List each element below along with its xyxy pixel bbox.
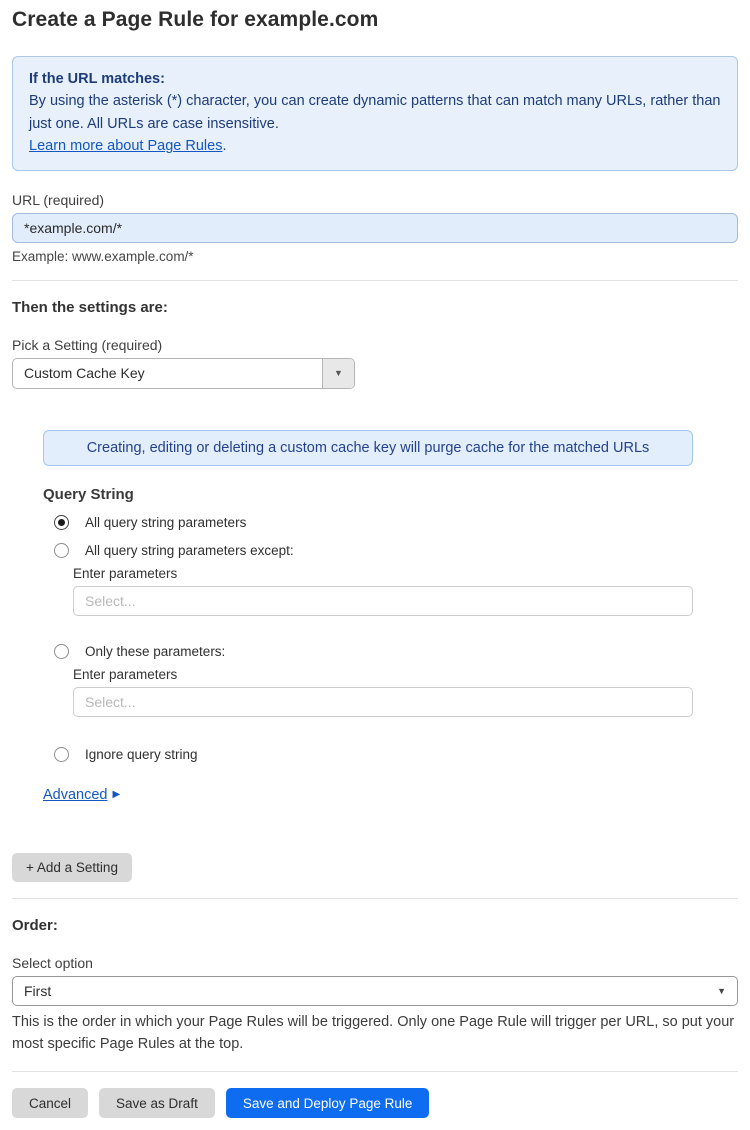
url-match-info-box — [12, 56, 738, 171]
setting-select[interactable] — [12, 358, 355, 389]
divider — [12, 280, 738, 281]
advanced-link[interactable] — [43, 787, 120, 803]
enter-parameters-label: Enter parameters — [73, 666, 178, 682]
setting-select-value: Custom Cache Key — [24, 365, 145, 382]
url-example-helper: Example: www.example.com/* — [12, 248, 194, 264]
radio-option-all-params[interactable] — [54, 513, 738, 533]
radio-unselected-icon[interactable] — [54, 747, 69, 762]
chevron-down-icon[interactable]: ▼ — [322, 359, 354, 388]
info-box-heading: If the URL matches: — [29, 71, 165, 87]
cancel-button[interactable]: Cancel — [12, 1088, 88, 1118]
chevron-down-icon: ▼ — [717, 985, 726, 996]
radio-unselected-icon[interactable] — [54, 644, 69, 659]
footer-actions — [12, 1088, 738, 1118]
url-label: URL (required) — [12, 191, 105, 208]
settings-section-heading: Then the settings are: — [12, 298, 168, 316]
info-box-body: By using the asterisk (*) character, you can create dynamic patterns that can match many URLs, rather than just one. All URLs are case insensitive. — [29, 93, 721, 132]
divider — [12, 898, 738, 899]
query-string-heading: Query String — [43, 485, 134, 503]
save-deploy-button[interactable]: Save and Deploy Page Rule — [226, 1088, 430, 1118]
radio-selected-icon[interactable] — [54, 515, 69, 530]
radio-option-label: Ignore query string — [85, 747, 198, 763]
radio-option-ignore-query-string[interactable] — [54, 745, 738, 765]
order-select-label: Select option — [12, 954, 93, 971]
page-title: Create a Page Rule for example.com — [12, 8, 379, 31]
url-input[interactable] — [12, 213, 738, 243]
only-parameters-input[interactable] — [73, 687, 693, 717]
order-select-value: First — [24, 982, 52, 999]
triangle-right-icon: ▶ — [112, 789, 121, 801]
link-period: . — [222, 138, 227, 155]
info-link-line — [29, 135, 721, 157]
radio-option-only-these-params[interactable] — [54, 642, 738, 662]
radio-unselected-icon[interactable] — [54, 543, 69, 558]
radio-option-label: All query string parameters — [85, 515, 247, 531]
divider — [12, 1071, 738, 1072]
add-setting-button[interactable]: + Add a Setting — [12, 853, 132, 882]
enter-parameters-label: Enter parameters — [73, 565, 178, 581]
advanced-link-label: Advanced — [43, 786, 108, 803]
pick-setting-label: Pick a Setting (required) — [12, 336, 163, 353]
learn-more-page-rules-link[interactable]: Learn more about Page Rules — [29, 138, 223, 155]
cache-key-purge-notice: Creating, editing or deleting a custom cache key will purge cache for the matched URLs — [43, 430, 693, 466]
save-draft-button[interactable]: Save as Draft — [99, 1088, 215, 1118]
radio-option-label: All query string parameters except: — [85, 543, 294, 559]
order-section-heading: Order: — [12, 916, 58, 934]
radio-option-all-params-except[interactable] — [54, 541, 738, 561]
radio-option-label: Only these parameters: — [85, 644, 226, 660]
order-select[interactable] — [12, 976, 738, 1006]
except-parameters-input[interactable] — [73, 586, 693, 616]
order-helper-text: This is the order in which your Page Rules will be triggered. Only one Page Rule will trigger per URL, so put your most specific Page Rules at the top. — [12, 1013, 735, 1052]
